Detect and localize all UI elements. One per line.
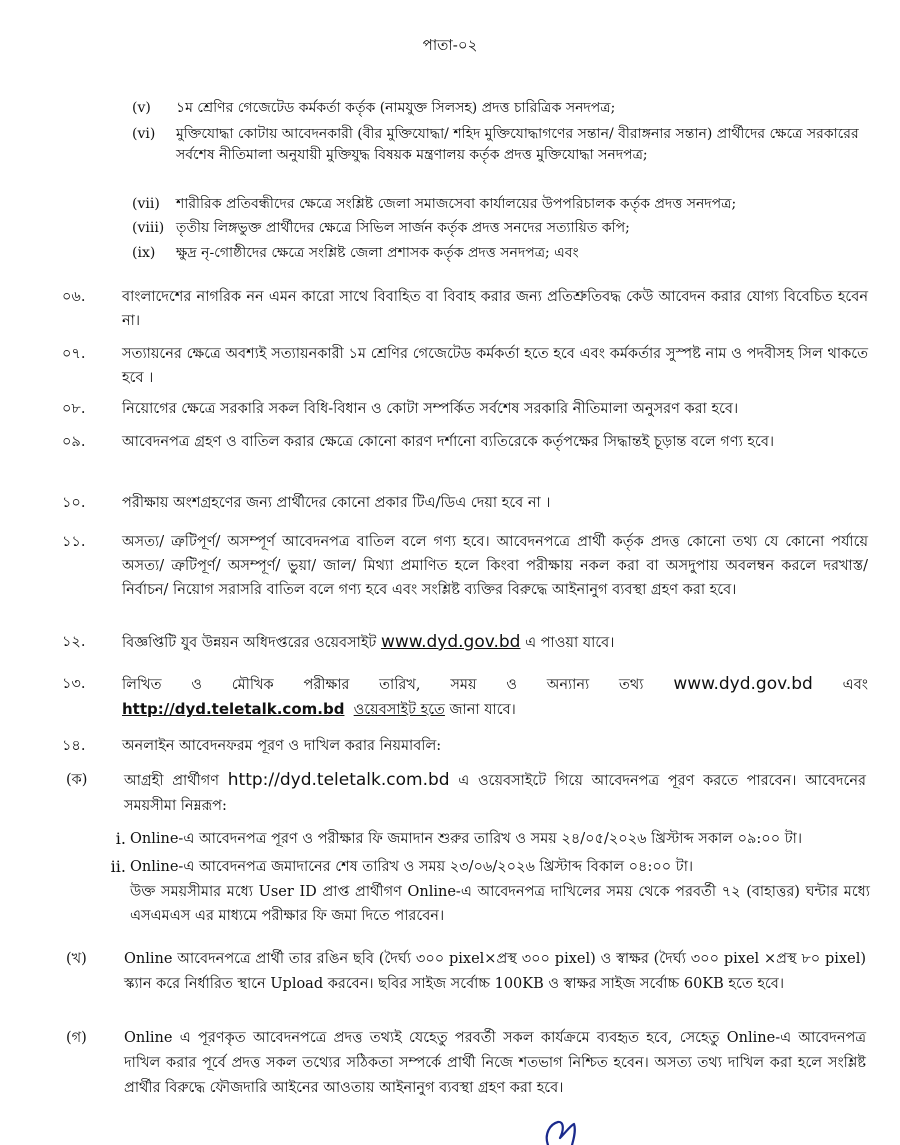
item-text-part: এবং — [812, 677, 869, 693]
sub-item-text: মুক্তিযোদ্ধা কোটায় আবেদনকারী (বীর মুক্তিযোদ্ধা/ শহিদ মুক্তিযোদ্ধাগণের সন্তান/ বীরাঙ্গনার সন্তান) প্রার্থীদের ক্ষেত্রে সরকারের সর্বশেষ নীতিমালা অনুযায়ী মুক্তিযুদ্ধ বিষয়ক মন্ত্রণালয় কর্তৃক প্রদত্ত মুক্তিযোদ্ধা সনদপত্র; — [176, 126, 859, 163]
item-number: ০৯. — [62, 434, 86, 450]
clause-ga — [66, 1026, 866, 1101]
item-text — [122, 672, 868, 722]
sub-item-marker: (ix) — [132, 245, 156, 261]
sub-item-marker: (vii) — [132, 196, 160, 212]
sub-item-marker: (v) — [132, 100, 151, 116]
sub-item-marker: (viii) — [132, 220, 165, 236]
item-text-part: লিখিত ও মৌখিক পরীক্ষার তারিখ, সময় ও অন্যান্য তথ্য — [122, 677, 674, 693]
sub-item-vi — [132, 124, 872, 166]
item-number: ০৬. — [62, 289, 86, 305]
clause-text — [124, 768, 866, 819]
clause-ka — [66, 768, 866, 819]
schedule-text: Online-এ আবেদনপত্র পূরণ ও পরীক্ষার ফি জমাদান শুরুর তারিখ ও সময় ২৪/০৫/২০২৬ খ্রিস্টাব্দ সকাল ০৯:০০ টা। — [130, 831, 803, 847]
sub-item-viii — [132, 218, 872, 239]
clause-text-part: আগ্রহী প্রার্থীগণ — [124, 773, 228, 789]
item-text: বাংলাদেশের নাগরিক নন এমন কারো সাথে বিবাহিত বা বিবাহ করার জন্য প্রতিশ্রুতিবদ্ধ কেউ আবেদন করার যোগ্য বিবেচিত হবেন না। — [122, 289, 868, 329]
schedule-note: উক্ত সময়সীমার মধ্যে User ID প্রাপ্ত প্রার্থীগণ Online-এ আবেদনপত্র দাখিলের সময় থেকে পরবর্তী ৭২ (বাহাত্তর) ঘন্টার মধ্যে এসএমএস এর মাধ্যমে পরীক্ষার ফি জমা দিতে পারবেন। — [130, 884, 870, 924]
clause-marker: (ক) — [66, 772, 88, 788]
signature-mark — [530, 1112, 590, 1145]
item-08 — [62, 397, 868, 421]
schedule-marker: ii. — [110, 857, 126, 876]
sub-item-text: ১ম শ্রেণির গেজেটেড কর্মকর্তা কর্তৃক (নামযুক্ত সিলসহ) প্রদত্ত চারিত্রিক সনদপত্র; — [176, 100, 616, 116]
item-13 — [62, 672, 868, 722]
schedule-marker: i. — [115, 829, 126, 848]
item-text: নিয়োগের ক্ষেত্রে সরকারি সকল বিধি-বিধান ও কোটা সম্পর্কিত সর্বশেষ সরকারি নীতিমালা অনুসরণ করা হবে। — [122, 401, 739, 417]
item-number: ১৪. — [62, 738, 86, 754]
item-09 — [62, 430, 868, 454]
item-number: ১২. — [62, 634, 86, 650]
item-07 — [62, 342, 868, 390]
item-number: ১৩. — [62, 676, 86, 692]
item-text: পরীক্ষায় অংশগ্রহণের জন্য প্রার্থীদের কোনো প্রকার টিএ/ডিএ দেয়া হবে না । — [122, 495, 551, 511]
item-number: ০৭. — [62, 346, 86, 362]
item-text-part: বিজ্ঞপ্তিটি যুব উন্নয়ন অধিদপ্তরের ওয়েবসাইট — [122, 635, 381, 651]
item-text: অনলাইন আবেদনফরম পূরণ ও দাখিল করার নিয়মাবলি: — [122, 738, 442, 754]
item-text: অসত্য/ ত্রুটিপূর্ণ/ অসম্পূর্ণ আবেদনপত্র বাতিল বলে গণ্য হবে। আবেদনপত্রে প্রার্থী কর্তৃক প্রদত্ত কোনো তথ্য যে কোনো পর্যায়ে অসত্য/ ত্রুটিপূর্ণ/ অসম্পূর্ণ/ ভুয়া/ জাল/ মিথ্যা প্রমাণিত হলে কিংবা পরীক্ষায় নকল করা বা অসদুপায় অবলম্বন করলে দরখাস্ত/ নির্বাচন/ নিয়োগ সরাসরি বাতিল বলে গণ্য হবে এবং সংশ্লিষ্ট ব্যক্তির বিরুদ্ধে আইনানুগ ব্যবস্থা গ্রহণ করা হবে। — [122, 534, 868, 598]
sub-item-ix — [132, 243, 872, 264]
item-text: সত্যায়নের ক্ষেত্রে অবশ্যই সত্যায়নকারী ১ম শ্রেণির গেজেটেড কর্মকর্তা হতে হবে এবং কর্মকর্তার সুস্পষ্ট নাম ও পদবীসহ সিল থাকতে হবে । — [122, 346, 868, 386]
item-text: আবেদনপত্র গ্রহণ ও বাতিল করার ক্ষেত্রে কোনো কারণ দর্শানো ব্যতিরেকে কর্তৃপক্ষের সিদ্ধান্তই চূড়ান্ত বলে গণ্য হবে। — [122, 434, 775, 450]
dyd-website-link[interactable]: www.dyd.gov.bd — [673, 674, 813, 694]
item-11 — [62, 530, 868, 602]
item-10 — [62, 491, 868, 515]
schedule-text: Online-এ আবেদনপত্র জমাদানের শেষ তারিখ ও সময় ২৩/০৬/২০২৬ খ্রিস্টাব্দ বিকাল ০৪:০০ টা। — [130, 859, 694, 875]
sub-item-marker: (vi) — [132, 126, 156, 142]
item-number: ১১. — [62, 534, 86, 550]
clause-text-part: এ ওয়েবসাইটে গিয়ে আবেদনপত্র পূরণ করতে পারবেন। আবেদনের সময়সীমা নিম্নরূপ: — [124, 773, 866, 814]
sub-item-vii — [132, 194, 872, 215]
schedule-item-ii — [92, 856, 872, 878]
item-number: ১০. — [62, 495, 86, 511]
teletalk-website-link[interactable]: http://dyd.teletalk.com.bd — [122, 700, 345, 718]
clause-kha — [66, 947, 866, 997]
item-text-part: এ পাওয়া যাবে। — [520, 635, 615, 651]
item-text-part: জানা যাবে। — [444, 702, 516, 718]
sub-item-text: শারীরিক প্রতিবন্ধীদের ক্ষেত্রে সংশ্লিষ্ট জেলা সমাজসেবা কার্যালয়ের উপপরিচালক কর্তৃক প্রদত্ত সনদপত্র; — [176, 196, 737, 212]
item-text — [122, 630, 868, 655]
dyd-website-link[interactable]: www.dyd.gov.bd — [380, 632, 521, 652]
item-14 — [62, 734, 868, 758]
item-text-part: ওয়েবসাইট হতে — [353, 702, 445, 718]
item-number: ০৮. — [62, 401, 86, 417]
clause-text: Online এ পূরণকৃত আবেদনপত্রে প্রদত্ত তথ্যই যেহেতু পরবর্তী সকল কার্যক্রমে ব্যবহৃত হবে, সেহেতু Online-এ আবেদনপত্র দাখিল করার পূর্বে প্রদত্ত সকল তথ্যের সঠিকতা সম্পর্কে প্রার্থী নিজে শতভাগ নিশ্চিত হবেন। অসত্য তথ্য দাখিল করা হলে সংশ্লিষ্ট প্রার্থীর বিরুদ্ধে ফৌজদারি আইনের আওতায় আইনানুগ ব্যবস্থা গ্রহণ করা হবে। — [124, 1030, 866, 1096]
teletalk-website-link[interactable]: http://dyd.teletalk.com.bd — [227, 770, 450, 790]
sub-item-text: তৃতীয় লিঙ্গভুক্ত প্রার্থীদের ক্ষেত্রে সিভিল সার্জন কর্তৃক প্রদত্ত সনদের সত্যায়িত কপি; — [176, 220, 630, 236]
item-06 — [62, 285, 868, 333]
clause-marker: (গ) — [66, 1030, 87, 1046]
schedule-item-i — [92, 828, 872, 850]
clause-marker: (খ) — [66, 951, 87, 967]
item-12 — [62, 630, 868, 655]
sub-item-text: ক্ষুদ্র নৃ-গোষ্ঠীদের ক্ষেত্রে সংশ্লিষ্ট জেলা প্রশাসক কর্তৃক প্রদত্ত সনদপত্র; এবং — [176, 245, 579, 261]
clause-text: Online আবেদনপত্রে প্রার্থী তার রঙিন ছবি (দৈর্ঘ্য ৩০০ pixel×প্রস্থ ৩০০ pixel) ও স্বাক্ষর (দৈর্ঘ্য ৩০০ pixel ×প্রস্থ ৮০ pixel) স্ক্যান করে নির্ধারিত স্থানে Upload করবেন। ছবির সাইজ সর্বোচ্চ 100KB ও স্বাক্ষর সাইজ সর্বোচ্চ 60KB হতে হবে। — [124, 951, 866, 992]
page-number-header: পাতা-০২ — [422, 36, 478, 54]
sub-item-v — [132, 98, 872, 119]
